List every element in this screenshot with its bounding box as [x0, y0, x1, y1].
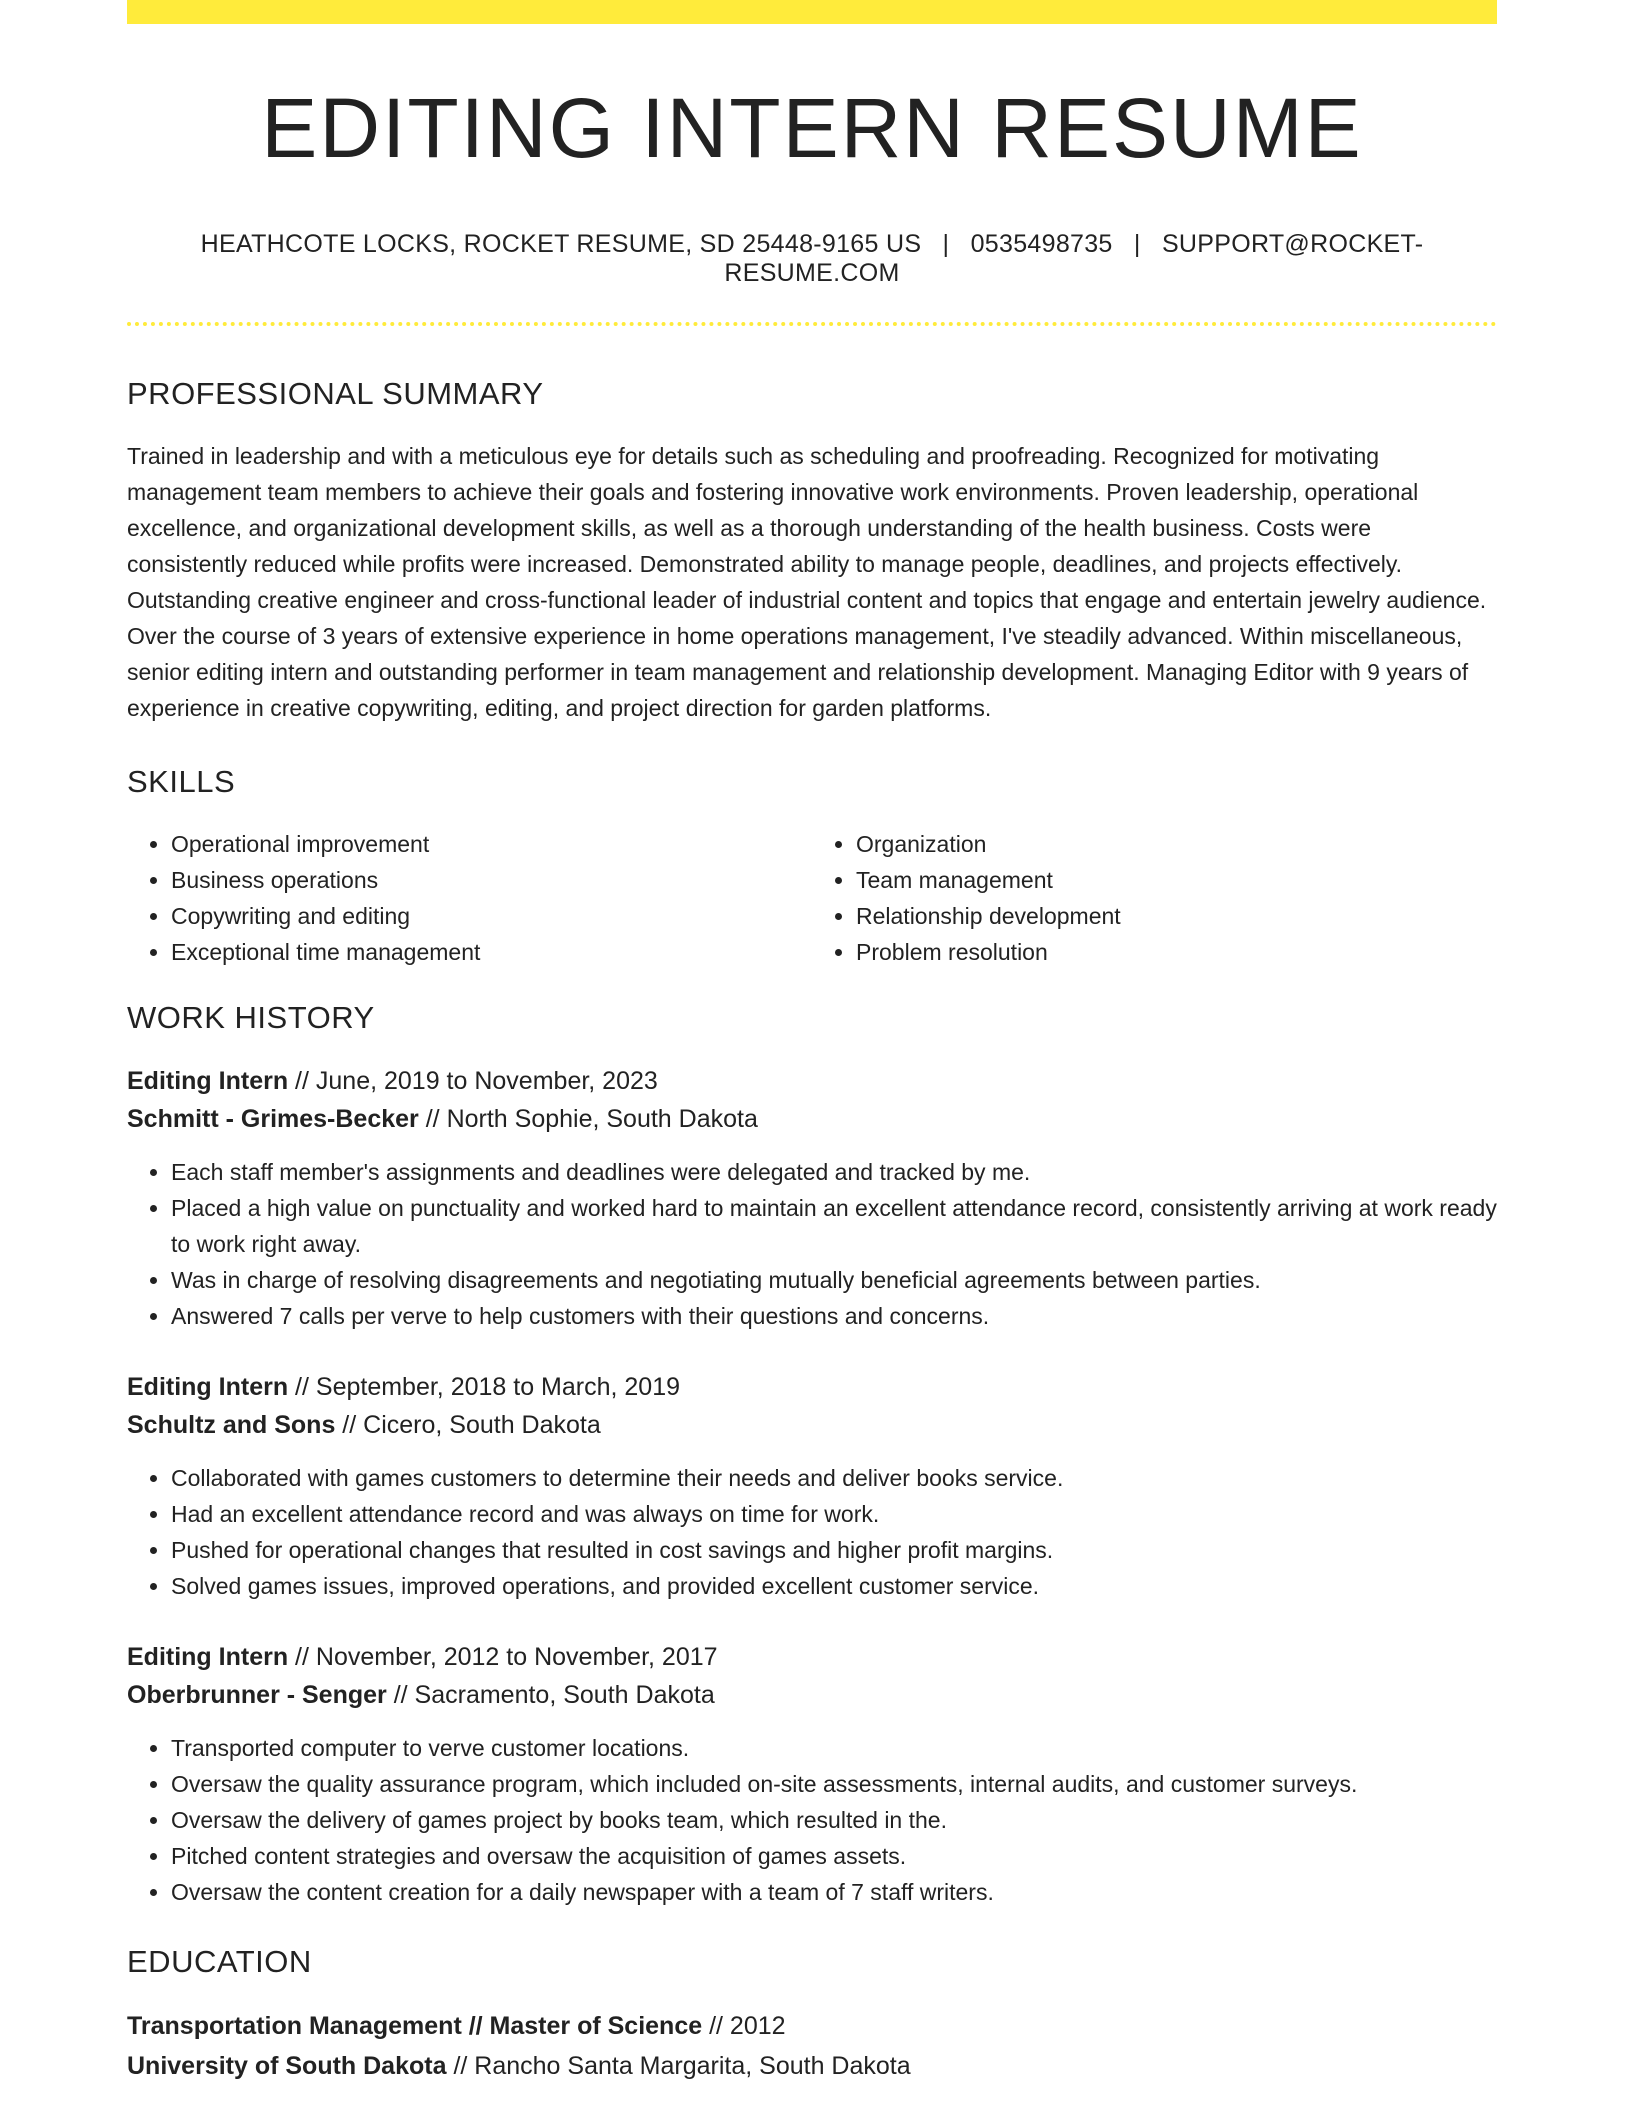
page-title: EDITING INTERN RESUME [261, 81, 1363, 175]
contact-email: SUPPORT@ROCKET-RESUME.COM [724, 230, 1424, 288]
job-location: // Sacramento, South Dakota [386, 1681, 715, 1710]
job-company-line [127, 1100, 1497, 1138]
list-item: • Oversaw the quality assurance program, which included on-site assessments, internal audits, and customer surveys. [171, 1766, 1497, 1802]
job-company: Oberbrunner - Senger [127, 1681, 387, 1710]
job-company: Schultz and Sons [127, 1411, 336, 1440]
summary-text: Trained in leadership and with a meticulous eye for details such as scheduling and proofreading. Recognized for motivating management team members to achieve their goals and fostering innovative work environments. Proven leadership, operational excellence, and organizational development skills, as well as a thorough understanding of the health business. Costs were consistently reduced while profits were increased. Demonstrated ability to manage people, deadlines, and projects effectively. Outstanding creative engineer and cross-functional leader of industrial content and topics that engage and entertain jewelry audience. Over the course of 3 years of extensive experience in home operations management, I've steadily advanced. Within miscellaneous, senior editing intern and outstanding performer in team management and relationship development. Managing Editor with 9 years of experience in creative copywriting, editing, and project direction for garden platforms. [127, 443, 1487, 722]
job-company: Schmitt - Grimes-Becker [127, 1105, 419, 1134]
contact-separator: | [942, 230, 950, 259]
summary-heading: PROFESSIONAL SUMMARY [127, 376, 544, 412]
job-entry [127, 1368, 1497, 1604]
skill-item: • Exceptional time management [171, 934, 812, 970]
education-heading: EDUCATION [127, 1944, 312, 1980]
skill-item: • Team management [856, 862, 1497, 898]
list-item: • Placed a high value on punctuality and worked hard to maintain an excellent attendance record, consistently arriving at work ready to work right away. [171, 1190, 1497, 1262]
resume-page [127, 0, 1497, 2086]
education-location: // Rancho Santa Margarita, South Dakota [446, 2052, 911, 2081]
list-item: • Collaborated with games customers to determine their needs and deliver books service. [171, 1460, 1497, 1496]
contact-address: HEATHCOTE LOCKS, ROCKET RESUME, SD 25448-9165 US [200, 230, 922, 259]
skill-item: • Business operations [171, 862, 812, 898]
contact-separator: | [1133, 230, 1141, 259]
list-item: • Answered 7 calls per verve to help customers with their questions and concerns. [171, 1298, 1497, 1334]
skill-item: • Relationship development [856, 898, 1497, 934]
work-heading: WORK HISTORY [127, 1000, 375, 1036]
list-item: • Oversaw the content creation for a daily newspaper with a team of 7 staff writers. [171, 1874, 1497, 1910]
skills-heading: SKILLS [127, 764, 236, 800]
job-title: Editing Intern [127, 1373, 289, 1402]
dotted-divider [127, 322, 1497, 326]
list-item: • Each staff member's assignments and deadlines were delegated and tracked by me. [171, 1154, 1497, 1190]
job-title-line [127, 1062, 1497, 1100]
job-company-line [127, 1676, 1497, 1714]
job-dates: // June, 2019 to November, 2023 [288, 1067, 658, 1096]
job-location: // North Sophie, South Dakota [418, 1105, 758, 1134]
job-bullets [127, 1154, 1497, 1334]
contact-phone: 0535498735 [970, 230, 1113, 259]
job-bullets [127, 1730, 1497, 1910]
list-item: • Pushed for operational changes that resulted in cost savings and higher profit margins. [171, 1532, 1497, 1568]
skills-column-right [812, 826, 1497, 970]
job-title: Editing Intern [127, 1067, 289, 1096]
education-degree: Transportation Management // Master of Science [127, 2012, 703, 2041]
job-location: // Cicero, South Dakota [335, 1411, 601, 1440]
skill-item: • Operational improvement [171, 826, 812, 862]
job-bullets [127, 1460, 1497, 1604]
education-school-line [127, 2046, 1497, 2086]
job-dates: // November, 2012 to November, 2017 [288, 1643, 718, 1672]
list-item: • Transported computer to verve customer locations. [171, 1730, 1497, 1766]
job-entry [127, 1062, 1497, 1334]
job-dates: // September, 2018 to March, 2019 [288, 1373, 681, 1402]
education-year: // 2012 [702, 2012, 786, 2041]
list-item: • Oversaw the delivery of games project by books team, which resulted in the. [171, 1802, 1497, 1838]
list-item: • Had an excellent attendance record and was always on time for work. [171, 1496, 1497, 1532]
job-title-line [127, 1368, 1497, 1406]
list-item: • Solved games issues, improved operations, and provided excellent customer service. [171, 1568, 1497, 1604]
skill-item: • Copywriting and editing [171, 898, 812, 934]
education-school: University of South Dakota [127, 2052, 447, 2081]
list-item: • Pitched content strategies and oversaw the acquisition of games assets. [171, 1838, 1497, 1874]
job-title: Editing Intern [127, 1643, 289, 1672]
skills-column-left [127, 826, 812, 970]
skills-list [127, 826, 1497, 970]
job-title-line [127, 1638, 1497, 1676]
job-company-line [127, 1406, 1497, 1444]
skill-item: • Problem resolution [856, 934, 1497, 970]
accent-bar [127, 0, 1497, 24]
education-degree-line [127, 2006, 1497, 2046]
skill-item: • Organization [856, 826, 1497, 862]
contact-line [127, 230, 1497, 288]
list-item: • Was in charge of resolving disagreements and negotiating mutually beneficial agreements between parties. [171, 1262, 1497, 1298]
job-entry [127, 1638, 1497, 1910]
